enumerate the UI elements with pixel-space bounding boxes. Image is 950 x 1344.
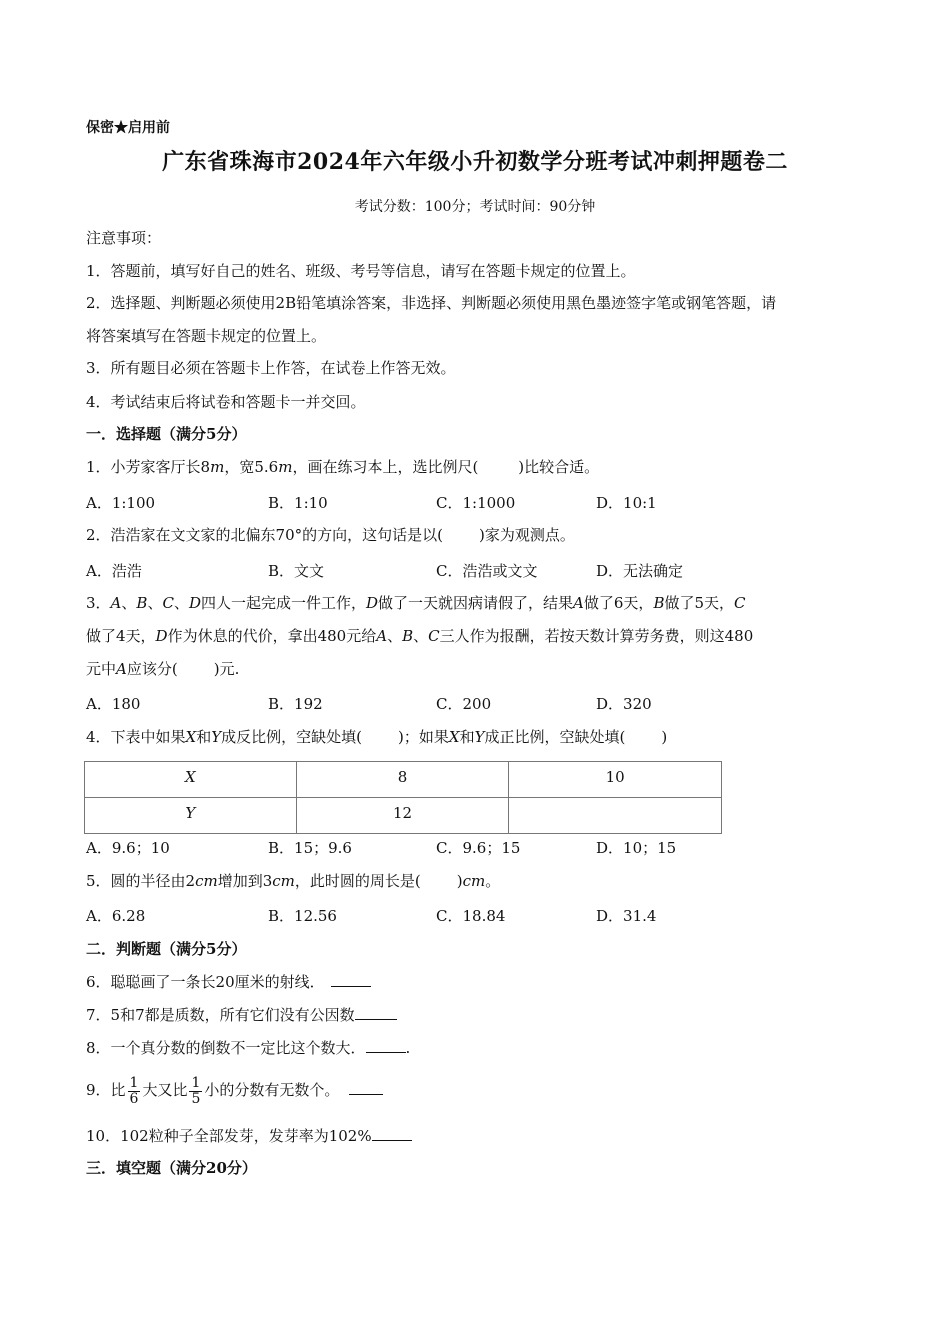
- fraction-one-fifth: $\frac{1}{5}$: [191, 1074, 201, 1107]
- q5-option-b: B．12.56: [268, 907, 337, 925]
- q5-option-d: D．31.4: [596, 907, 657, 925]
- exam-subtitle: 考试分数：100分；考试时间：90分钟: [354, 199, 596, 215]
- table-cell: [509, 798, 722, 834]
- question-3-line3: 元中A应该分( )元.: [86, 660, 240, 678]
- confidential-label: 保密★启用前: [86, 120, 170, 136]
- note-2b: 将答案填写在答题卡规定的位置上。: [86, 327, 327, 345]
- q1-option-b: B．1:10: [268, 494, 328, 512]
- question-10: 10．102粒种子全部发芽，发芽率为102%: [86, 1126, 412, 1146]
- note-4: 4．考试结束后将试卷和答题卡一并交回。: [86, 393, 366, 411]
- q1-option-d: D．10:1: [596, 494, 657, 512]
- table-cell: Y: [85, 798, 297, 834]
- note-1: 1．答题前，填写好自己的姓名、班级、考号等信息，请写在答题卡规定的位置上。: [86, 262, 636, 280]
- answer-blank: [331, 972, 371, 987]
- q2-option-a: A．浩浩: [86, 562, 142, 580]
- q4-option-b: B．15；9.6: [268, 839, 352, 857]
- q1-option-c: C．1:1000: [436, 494, 516, 512]
- section1-heading: 一．选择题（满分5分）: [86, 425, 247, 443]
- fraction-one-sixth: $\frac{1}{6}$: [129, 1074, 139, 1107]
- question-6: 6．聪聪画了一条长20厘米的射线．: [86, 972, 371, 992]
- table-cell: 8: [296, 762, 509, 798]
- question-3-line1: 3．A、B、C、D四人一起完成一件工作，D做了一天就因病请假了，结果A做了6天，B做了5天，C: [86, 594, 746, 612]
- question-3-line2: 做了4天，D作为休息的代价，拿出480元给A、B、C三人作为报酬，若按天数计算劳务费，则这480: [86, 627, 754, 645]
- q3-option-a: A．180: [86, 695, 141, 713]
- q3-option-b: B．192: [268, 695, 323, 713]
- table-cell: 10: [509, 762, 722, 798]
- q5-option-a: A．6.28: [86, 907, 146, 925]
- question-4: 4．下表中如果X和Y成反比例，空缺处填( )；如果X和Y成正比例，空缺处填( ): [86, 728, 668, 746]
- q4-table: [84, 761, 722, 834]
- section3-heading: 三．填空题（满分20分）: [86, 1159, 257, 1177]
- question-7: 7．5和7都是质数，所有它们没有公因数: [86, 1005, 397, 1025]
- table-cell: 12: [296, 798, 509, 834]
- q2-option-d: D．无法确定: [596, 562, 684, 580]
- q4-option-c: C．9.6；15: [436, 839, 521, 857]
- note-2a: 2．选择题、判断题必须使用2B铅笔填涂答案，非选择、判断题必须使用黑色墨迹签字笔或钢笔答题，请: [86, 294, 777, 312]
- section2-heading: 二．判断题（满分5分）: [86, 940, 247, 958]
- question-2: 2．浩浩家在文文家的北偏东70°的方向，这句话是以( )家为观测点。: [86, 526, 575, 544]
- table-cell: X: [85, 762, 297, 798]
- table-row: [85, 762, 722, 798]
- notes-heading: 注意事项：: [86, 229, 162, 247]
- answer-blank: [366, 1038, 406, 1053]
- q3-option-c: C．200: [436, 695, 492, 713]
- question-8: 8．一个真分数的倒数不一定比这个数大． .: [86, 1039, 411, 1057]
- q4-option-a: A．9.6；10: [86, 839, 170, 857]
- q5-option-c: C．18.84: [436, 907, 506, 925]
- note-3: 3．所有题目必须在答题卡上作答，在试卷上作答无效。: [86, 359, 456, 377]
- table-row: [85, 798, 722, 834]
- answer-blank: [355, 1005, 397, 1020]
- q1-option-a: A．1:100: [86, 494, 156, 512]
- exam-title: 广东省珠海市2024年六年级小升初数学分班考试冲刺押题卷二: [162, 149, 788, 175]
- q2-option-b: B．文文: [268, 562, 325, 580]
- question-5: 5．圆的半径由2cm增加到3cm，此时圆的周长是( )cm。: [86, 872, 501, 890]
- q3-option-d: D．320: [596, 695, 652, 713]
- answer-blank: [372, 1126, 412, 1141]
- question-9: 9．比 $\frac{1}{6}$ 大又比 $\frac{1}{5}$ 小的分数有无数个。: [86, 1072, 383, 1108]
- q4-option-d: D．10；15: [596, 839, 677, 857]
- answer-blank: [349, 1080, 383, 1095]
- question-1: 1．小芳家客厅长8m，宽5.6m，画在练习本上，选比例尺( )比较合适。: [86, 458, 600, 476]
- q2-option-c: C．浩浩或文文: [436, 562, 538, 580]
